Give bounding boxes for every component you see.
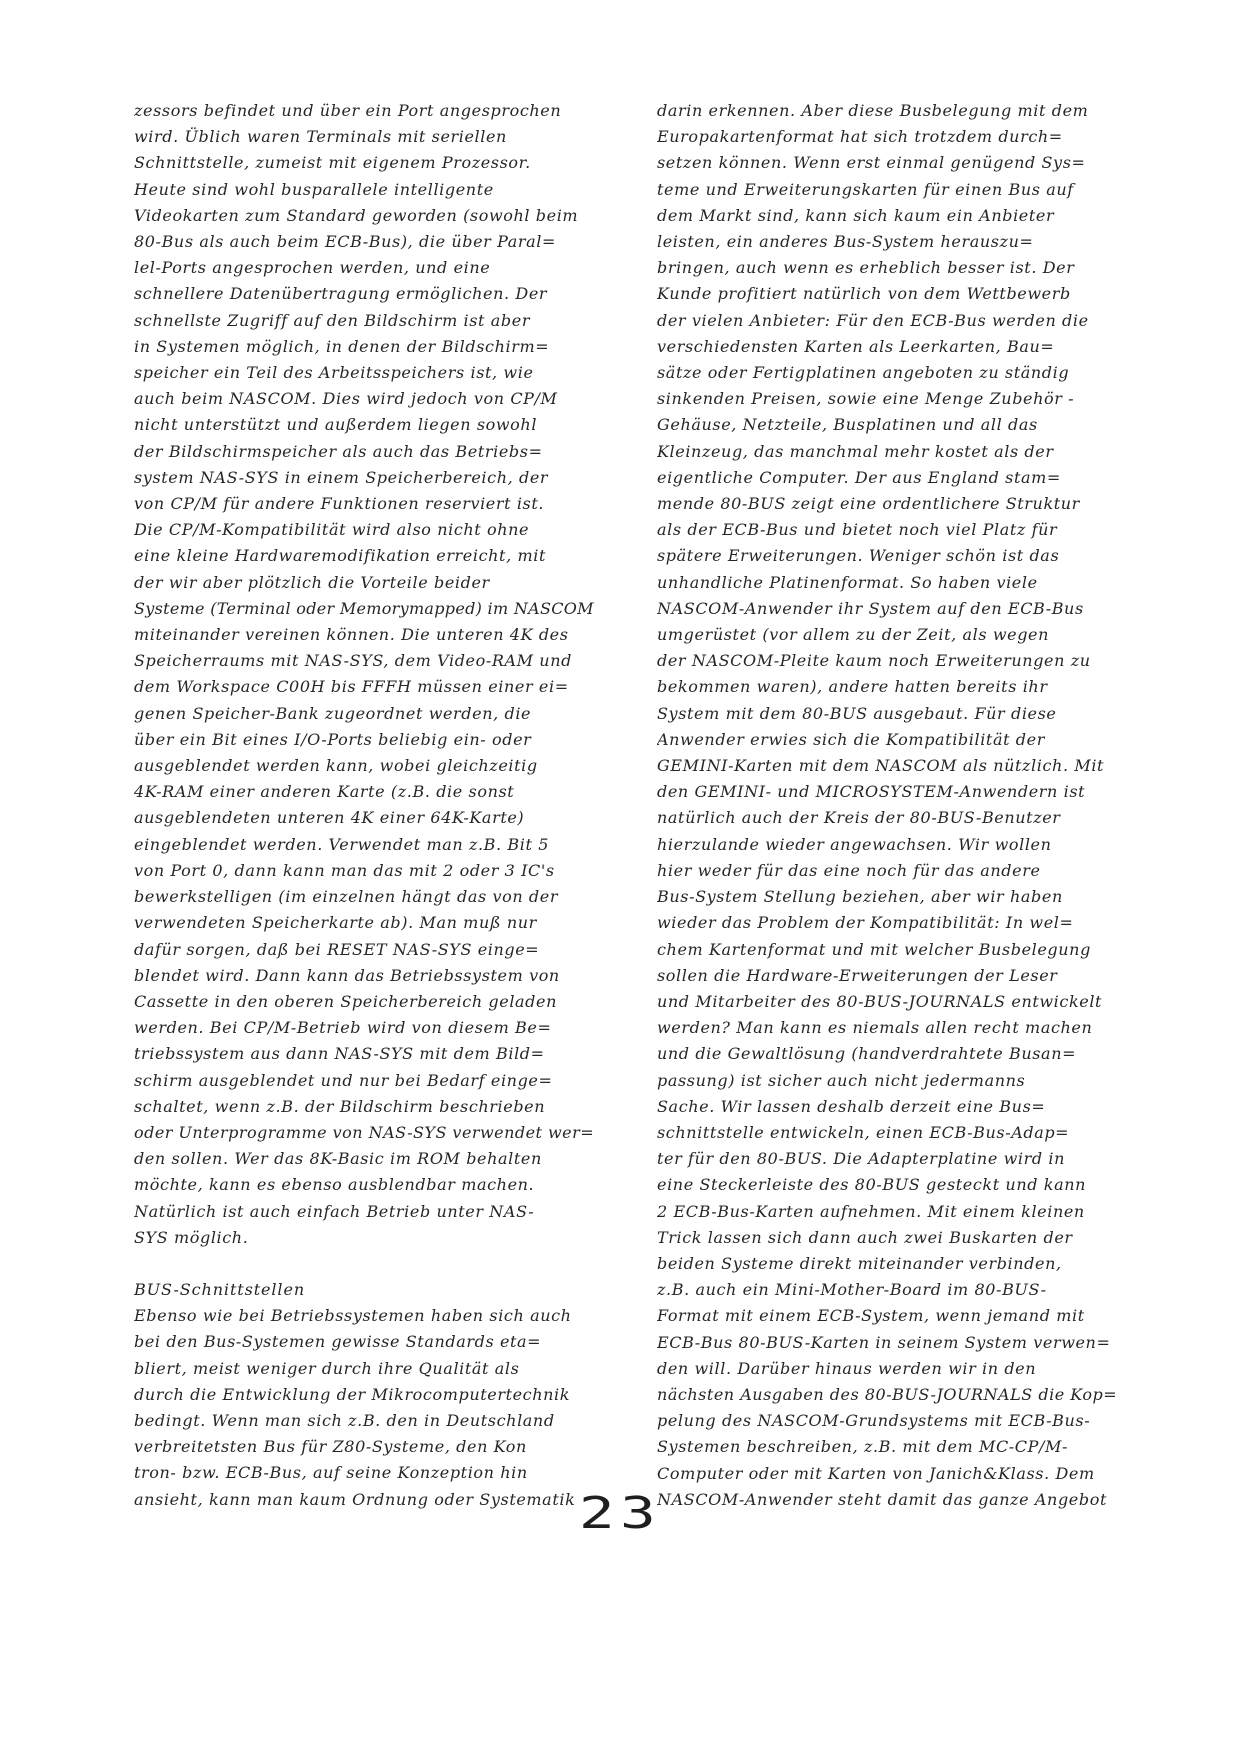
text-line: Die CP/M-Kompatibilität wird also nicht ohne (134, 520, 530, 540)
text-line: dafür sorgen, daß bei RESET NAS-SYS einge= (134, 939, 540, 959)
page-number: 23 (578, 1488, 662, 1539)
text-line: beiden Systeme direkt miteinander verbinden, (657, 1253, 1062, 1273)
text-line: schnittstelle entwickeln, einen ECB-Bus-Adap= (657, 1122, 1070, 1142)
text-line: hierzulande wieder angewachsen. Wir wollen (657, 834, 1052, 854)
right-column (657, 98, 1117, 1513)
text-line: werden? Man kann es niemals allen recht machen (657, 1018, 1093, 1038)
text-line: bewerkstelligen (im einzelnen hängt das von der (134, 887, 559, 907)
text-line: dem Workspace C00H bis FFFH müssen einer ei= (134, 677, 569, 697)
text-line: durch die Entwicklung der Mikrocomputertechnik (134, 1384, 571, 1404)
text-line: in Systemen möglich, in denen der Bildschirm= (134, 336, 550, 356)
text-line: mende 80-BUS zeigt eine ordentlichere Struktur (657, 494, 1080, 514)
text-line: Systeme (Terminal oder Memorymapped) im NASCOM (134, 598, 594, 618)
text-line: von Port 0, dann kann man das mit 2 oder 3 IC's (134, 860, 555, 880)
text-line: bliert, meist weniger durch ihre Qualität als (134, 1358, 520, 1378)
text-line: miteinander vereinen können. Die unteren 4K des (134, 625, 569, 645)
paragraph-gap (134, 1251, 594, 1277)
text-line: 80-Bus als auch beim ECB-Bus), die über Paral= (134, 232, 556, 252)
text-line: blendet wird. Dann kann das Betriebssystem von (134, 965, 560, 985)
text-line: 4K-RAM einer anderen Karte (z.B. die sonst (134, 782, 515, 802)
text-line: Videokarten zum Standard geworden (sowohl beim (134, 205, 579, 225)
text-line: bekommen waren), andere hatten bereits ihr (657, 677, 1048, 697)
text-line: eine Steckerleiste des 80-BUS gesteckt und kann (657, 1175, 1087, 1195)
text-line: wieder das Problem der Kompatibilität: In wel= (657, 913, 1074, 933)
text-line: hier weder für das eine noch für das andere (657, 860, 1041, 880)
text-line: unhandliche Platinenformat. So haben viele (657, 572, 1038, 592)
text-line: chem Kartenformat und mit welcher Busbelegung (657, 939, 1091, 959)
text-line: von CP/M für andere Funktionen reserviert ist. (134, 494, 545, 514)
text-line: bringen, auch wenn es erheblich besser ist. Der (657, 258, 1075, 278)
text-line: Kleinzeug, das manchmal mehr kostet als der (657, 441, 1054, 461)
text-line: Speicherraums mit NAS-SYS, dem Video-RAM und (134, 651, 572, 671)
text-line: Ebenso wie bei Betriebssystemen haben sich auch (134, 1306, 572, 1326)
text-line: ausgeblendeten unteren 4K einer 64K-Karte) (134, 808, 525, 828)
text-line: z.B. auch ein Mini-Mother-Board im 80-BUS- (657, 1280, 1047, 1300)
text-line: speicher ein Teil des Arbeitsspeichers ist, wie (134, 363, 534, 383)
text-line: Europakartenformat hat sich trotzdem durch= (657, 127, 1063, 147)
paragraph-bus-continued (657, 98, 1117, 1513)
text-line: bedingt. Wenn man sich z.B. den in Deutschland (134, 1410, 555, 1430)
text-line: Schnittstelle, zumeist mit eigenem Prozessor. (134, 153, 531, 173)
text-line: und die Gewaltlösung (handverdrahtete Busan= (657, 1044, 1077, 1064)
text-line: der wir aber plötzlich die Vorteile beider (134, 572, 490, 592)
text-line: Heute sind wohl busparallele intelligente (134, 179, 494, 199)
text-line: NASCOM-Anwender steht damit das ganze Angebot (657, 1489, 1107, 1509)
text-line: setzen können. Wenn erst einmal genügend Sys= (657, 153, 1086, 173)
text-line: Bus-System Stellung beziehen, aber wir haben (657, 887, 1063, 907)
text-line: über ein Bit eines I/O-Ports beliebig ein- oder (134, 729, 532, 749)
text-line: der Bildschirmspeicher als auch das Betriebs= (134, 441, 543, 461)
text-line: der vielen Anbieter: Für den ECB-Bus werden die (657, 310, 1089, 330)
text-line: den will. Darüber hinaus werden wir in den (657, 1358, 1037, 1378)
text-line: schirm ausgeblendet und nur bei Bedarf einge= (134, 1070, 553, 1090)
text-line: sollen die Hardware-Erweiterungen der Leser (657, 965, 1058, 985)
text-line: darin erkennen. Aber diese Busbelegung mit dem (657, 101, 1089, 120)
text-line: Computer oder mit Karten von Janich&Klass. Dem (657, 1463, 1095, 1483)
text-line: verbreitetsten Bus für Z80-Systeme, den Kon (134, 1437, 527, 1457)
text-line: triebssystem aus dann NAS-SYS mit dem Bild= (134, 1044, 545, 1064)
text-line: 2 ECB-Bus-Karten aufnehmen. Mit einem kleinen (657, 1201, 1085, 1221)
text-line: SYS möglich. (134, 1227, 249, 1247)
text-line: Format mit einem ECB-System, wenn jemand mit (657, 1306, 1085, 1326)
text-line: teme und Erweiterungskarten für einen Bus auf (657, 179, 1074, 199)
text-line: ansieht, kann man kaum Ordnung oder Systematik (134, 1489, 576, 1509)
text-line: nächsten Ausgaben des 80-BUS-JOURNALS die Kop= (657, 1384, 1117, 1404)
text-line: NASCOM-Anwender ihr System auf den ECB-Bus (657, 598, 1084, 618)
text-line: Kunde profitiert natürlich von dem Wettbewerb (657, 284, 1071, 304)
text-line: Sache. Wir lassen deshalb derzeit eine Bus= (657, 1096, 1046, 1116)
text-line: natürlich auch der Kreis der 80-BUS-Benutzer (657, 808, 1061, 828)
paragraph-bus-interfaces (134, 1303, 594, 1513)
text-line: oder Unterprogramme von NAS-SYS verwendet wer= (134, 1122, 594, 1142)
text-line: werden. Bei CP/M-Betrieb wird von diesem Be= (134, 1018, 552, 1038)
text-line: sinkenden Preisen, sowie eine Menge Zubehör - (657, 389, 1075, 409)
text-line: der NASCOM-Pleite kaum noch Erweiterungen zu (657, 651, 1091, 671)
text-line: System mit dem 80-BUS ausgebaut. Für diese (657, 703, 1057, 723)
left-column (134, 98, 594, 1513)
text-line: möchte, kann es ebenso ausblendbar machen. (134, 1175, 535, 1195)
text-line: sätze oder Fertigplatinen angeboten zu ständig (657, 363, 1070, 383)
text-line: dem Markt sind, kann sich kaum ein Anbieter (657, 205, 1055, 225)
text-line: GEMINI-Karten mit dem NASCOM als nützlich. Mit (657, 756, 1105, 776)
text-line: ECB-Bus 80-BUS-Karten in seinem System verwen= (657, 1332, 1111, 1352)
text-line: auch beim NASCOM. Dies wird jedoch von CP/M (134, 389, 558, 409)
text-line: umgerüstet (vor allem zu der Zeit, als wegen (657, 625, 1050, 645)
text-line: und Mitarbeiter des 80-BUS-JOURNALS entwickelt (657, 991, 1103, 1011)
text-line: zessors befindet und über ein Port angesprochen (134, 101, 562, 120)
text-line: genen Speicher-Bank zugeordnet werden, die (134, 703, 532, 723)
text-line: verschiedensten Karten als Leerkarten, Bau= (657, 336, 1055, 356)
text-line: als der ECB-Bus und bietet noch viel Platz für (657, 520, 1058, 540)
text-line: verwendeten Speicherkarte ab). Man muß nur (134, 913, 537, 933)
text-line: passung) ist sicher auch nicht jedermanns (657, 1070, 1026, 1090)
text-line: spätere Erweiterungen. Weniger schön ist das (657, 546, 1060, 566)
text-line: Anwender erwies sich die Kompatibilität der (657, 729, 1045, 749)
text-line: wird. Üblich waren Terminals mit seriellen (134, 127, 507, 147)
text-line: eingeblendet werden. Verwendet man z.B. Bit 5 (134, 834, 549, 854)
text-line: Trick lassen sich dann auch zwei Buskarten der (657, 1227, 1073, 1247)
text-line: pelung des NASCOM-Grundsystems mit ECB-Bus- (657, 1411, 1091, 1431)
paragraph-nascom-video (134, 98, 594, 1251)
text-line: lel-Ports angesprochen werden, und eine (134, 258, 491, 278)
text-line: tron- bzw. ECB-Bus, auf seine Konzeption hin (134, 1463, 528, 1483)
text-line: schnellste Zugriff auf den Bildschirm ist aber (134, 310, 531, 330)
text-line: schnellere Datenübertragung ermöglichen. Der (134, 284, 548, 304)
text-line: eigentliche Computer. Der aus England stam= (657, 467, 1061, 487)
text-line: Systemen beschreiben, z.B. mit dem MC-CP/M- (657, 1437, 1068, 1457)
text-line: den GEMINI- und MICROSYSTEM-Anwendern ist (657, 782, 1086, 802)
text-line: ausgeblendet werden kann, wobei gleichzeitig (134, 756, 538, 776)
text-line: ter für den 80-BUS. Die Adapterplatine wird in (657, 1149, 1066, 1169)
text-line: den sollen. Wer das 8K-Basic im ROM behalten (134, 1149, 542, 1169)
text-line: Natürlich ist auch einfach Betrieb unter NAS- (134, 1201, 535, 1221)
text-line: leisten, ein anderes Bus-System herauszu= (657, 232, 1034, 252)
text-line: eine kleine Hardwaremodifikation erreicht, mit (134, 546, 546, 566)
text-line: Gehäuse, Netzteile, Busplatinen und all das (657, 415, 1038, 435)
text-line: schaltet, wenn z.B. der Bildschirm beschrieben (134, 1096, 546, 1116)
text-line: bei den Bus-Systemen gewisse Standards eta= (134, 1332, 542, 1352)
text-line: system NAS-SYS in einem Speicherbereich, der (134, 467, 549, 487)
section-heading: BUS-Schnittstellen (134, 1279, 306, 1299)
text-line: nicht unterstützt und außerdem liegen sowohl (134, 415, 538, 435)
text-line: Cassette in den oberen Speicherbereich geladen (134, 991, 557, 1011)
